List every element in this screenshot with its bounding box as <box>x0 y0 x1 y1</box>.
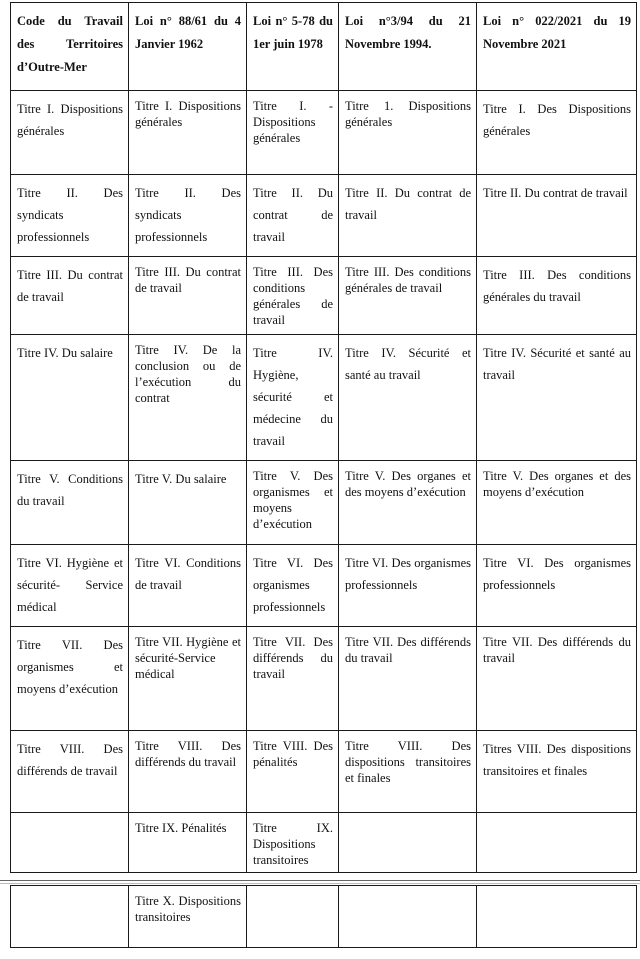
table-cell: Titre VIII. Des différends de travail <box>11 731 129 813</box>
table-cell <box>339 886 477 948</box>
table-row <box>11 813 637 873</box>
table-cell: Titre VI. Des organismes professionnels <box>477 545 637 627</box>
table-cell: Titre II. Des syndicats professionnels <box>11 175 129 257</box>
table-cell: Titre II. Des syndicats professionnels <box>129 175 247 257</box>
continuation-table <box>10 885 637 948</box>
table-cell: Titre I. - Dispositions générales <box>247 91 339 175</box>
table-cell: Titre III. Des conditions générales de travail <box>339 257 477 335</box>
table-row <box>11 175 637 257</box>
table-cell: Titre VI. Des organismes professionnels <box>247 545 339 627</box>
table-cell: Titre IX. Pénalités <box>129 813 247 873</box>
table-cell: Titre VII. Des organismes et moyens d’exécution <box>11 627 129 731</box>
table-cell: Titre IX. Dispositions transitoires <box>247 813 339 873</box>
table-row <box>11 731 637 813</box>
table-cell: Titre I. Dispositions générales <box>11 91 129 175</box>
table-cell: Titre I. Dispositions générales <box>129 91 247 175</box>
table-cell: Titre V. Des organes et des moyens d’exécution <box>477 461 637 545</box>
table-cell: Titre IV. Sécurité et santé au travail <box>339 335 477 461</box>
table-cell: Titre V. Conditions du travail <box>11 461 129 545</box>
header-cell: Loi n°3/94 du 21 Novembre 1994. <box>339 3 477 91</box>
page-break-line <box>0 880 640 881</box>
header-row <box>11 3 637 91</box>
table-cell: Titre VII. Hygiène et sécurité-Service médical <box>129 627 247 731</box>
table-cell: Titre VI. Hygiène et sécurité- Service médical <box>11 545 129 627</box>
table-row <box>11 886 637 948</box>
table-cell: Titre I. Des Dispositions générales <box>477 91 637 175</box>
table-cell: Titre V. Des organismes et moyens d’exécution <box>247 461 339 545</box>
table-row <box>11 461 637 545</box>
table-cell: Titre III. Des conditions générales de travail <box>247 257 339 335</box>
table-cell <box>477 813 637 873</box>
table-cell: Titre VI. Des organismes professionnels <box>339 545 477 627</box>
table-cell: Titre IV. De la conclusion ou de l’exécution du contrat <box>129 335 247 461</box>
table-cell: Titre II. Du contrat de travail <box>339 175 477 257</box>
table-row <box>11 91 637 175</box>
table-cell <box>247 886 339 948</box>
table-cell: Titre V. Du salaire <box>129 461 247 545</box>
table-cell: Titre IV. Hygiène, sécurité et médecine du travail <box>247 335 339 461</box>
table-cell: Titre IV. Du salaire <box>11 335 129 461</box>
table-cell: Titre VII. Des différends du travail <box>477 627 637 731</box>
table-cell: Titre X. Dispositions transitoires <box>129 886 247 948</box>
table-row <box>11 545 637 627</box>
comparison-table <box>10 2 637 873</box>
table-cell: Titre II. Du contrat de travail <box>247 175 339 257</box>
table-cell: Titre III. Du contrat de travail <box>11 257 129 335</box>
table-cell: Titre VIII. Des pénalités <box>247 731 339 813</box>
header-cell: Loi n° 88/61 du 4 Janvier 1962 <box>129 3 247 91</box>
table-row <box>11 257 637 335</box>
table-cell: Titre III. Du contrat de travail <box>129 257 247 335</box>
table-cell: Titre VII. Des différends du travail <box>247 627 339 731</box>
table-cell: Titre VIII. Des différends du travail <box>129 731 247 813</box>
page-break-line <box>0 883 640 884</box>
table-cell <box>477 886 637 948</box>
table-cell: Titre II. Du contrat de travail <box>477 175 637 257</box>
table-cell: Titre III. Des conditions générales du travail <box>477 257 637 335</box>
table-cell: Titre VIII. Des dispositions transitoires et finales <box>339 731 477 813</box>
table-cell: Titre VI. Conditions de travail <box>129 545 247 627</box>
table-cell <box>11 813 129 873</box>
table-row <box>11 335 637 461</box>
header-cell: Code du Travail des Territoires d’Outre-Mer <box>11 3 129 91</box>
table-cell <box>11 886 129 948</box>
header-cell: Loi n° 5-78 du 1er juin 1978 <box>247 3 339 91</box>
table-row <box>11 627 637 731</box>
table-cell: Titre V. Des organes et des moyens d’exécution <box>339 461 477 545</box>
table-cell: Titre IV. Sécurité et santé au travail <box>477 335 637 461</box>
table-cell: Titres VIII. Des dispositions transitoires et finales <box>477 731 637 813</box>
table-cell <box>339 813 477 873</box>
header-cell: Loi n° 022/2021 du 19 Novembre 2021 <box>477 3 637 91</box>
table-cell: Titre VII. Des différends du travail <box>339 627 477 731</box>
table-cell: Titre 1. Dispositions générales <box>339 91 477 175</box>
